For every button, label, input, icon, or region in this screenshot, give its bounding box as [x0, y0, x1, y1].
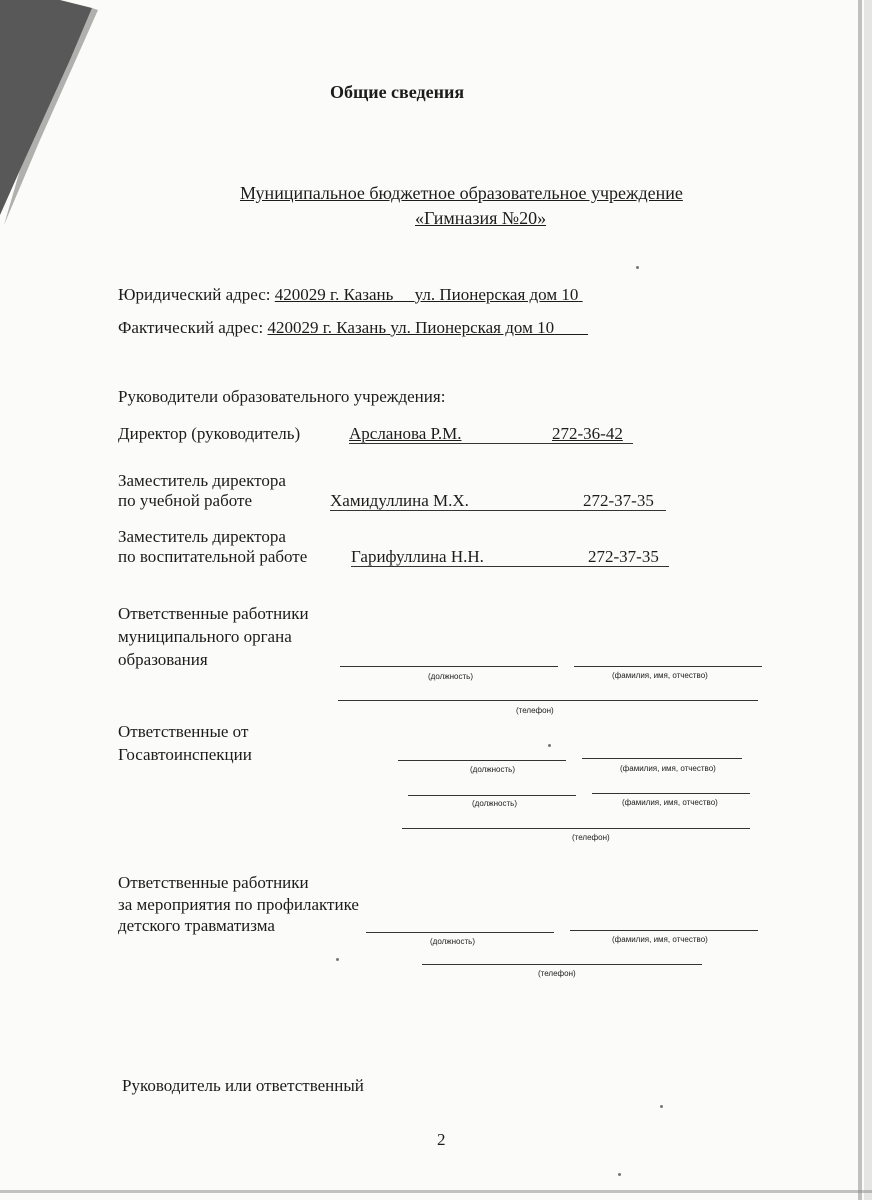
traffic-position-line-1 — [398, 760, 566, 761]
deputy-study-name: Хамидуллина М.Х. — [330, 491, 469, 510]
traffic-label-1: Ответственные от — [118, 722, 249, 741]
speck — [636, 266, 639, 269]
footer-text: Руководитель или ответственный — [122, 1076, 364, 1095]
injury-phone-caption: (телефон) — [538, 969, 576, 978]
deputy-upbringing-name: Гарифуллина Н.Н. — [351, 547, 484, 566]
director-phone: 272-36-42 — [552, 424, 623, 443]
legal-address-city: 420029 г. Казань — [274, 285, 394, 304]
director-label: Директор (руководитель) — [118, 424, 301, 443]
institution-name-line2: «Гимназия №20» — [415, 208, 547, 228]
deputy-study-phone: 272-37-35 — [583, 491, 654, 510]
municipal-label-3: образования — [118, 650, 208, 669]
injury-fio-caption: (фамилия, имя, отчество) — [612, 935, 708, 944]
legal-address — [118, 285, 583, 305]
speck — [336, 958, 339, 961]
actual-address-street: ул. Пионерская дом 10 — [390, 318, 555, 337]
traffic-label-2: Госавтоинспекции — [118, 745, 252, 764]
injury-phone-line — [422, 964, 702, 965]
municipal-label-1: Ответственные работники — [118, 604, 309, 623]
scan-shadow-right — [832, 0, 872, 1200]
legal-address-label: Юридический адрес: — [118, 285, 271, 304]
speck — [548, 744, 551, 747]
deputy-upbringing-phone: 272-37-35 — [588, 547, 659, 566]
injury-position-caption: (должность) — [430, 937, 475, 946]
municipal-fio-line — [574, 666, 762, 667]
deputy-upbringing-label-1: Заместитель директора — [118, 527, 286, 546]
municipal-position-caption: (должность) — [428, 672, 473, 681]
injury-label-1: Ответственные работники — [118, 873, 309, 892]
injury-position-line — [366, 932, 554, 933]
traffic-position-caption-2: (должность) — [472, 799, 517, 808]
director-underline — [349, 443, 633, 444]
scan-shadow-left — [0, 0, 110, 230]
traffic-position-caption-1: (должность) — [470, 765, 515, 774]
page-title: Общие сведения — [330, 82, 465, 102]
page-number: 2 — [437, 1130, 446, 1149]
traffic-phone-line — [402, 828, 750, 829]
traffic-phone-caption: (телефон) — [572, 833, 610, 842]
director-name: Арсланова Р.М. — [349, 424, 462, 443]
deputy-upbringing-label-2: по воспитательной работе — [118, 547, 308, 566]
traffic-fio-line-2 — [592, 793, 750, 794]
deputy-study-label-2: по учебной работе — [118, 491, 252, 510]
injury-label-2: за мероприятия по профилактике — [118, 895, 359, 914]
municipal-label-2: муниципального органа — [118, 627, 292, 646]
traffic-fio-caption-2: (фамилия, имя, отчество) — [622, 798, 718, 807]
deputy-study-label-1: Заместитель директора — [118, 471, 286, 490]
actual-address-label: Фактический адрес: — [118, 318, 264, 337]
traffic-position-line-2 — [408, 795, 576, 796]
injury-label-3: детского травматизма — [118, 916, 275, 935]
leaders-title: Руководители образовательного учреждения: — [118, 387, 446, 406]
traffic-fio-caption-1: (фамилия, имя, отчество) — [620, 764, 716, 773]
municipal-phone-caption: (телефон) — [516, 706, 554, 715]
traffic-fio-line-1 — [582, 758, 742, 759]
scan-shadow-bottom — [0, 1186, 872, 1200]
actual-address — [118, 318, 588, 338]
speck — [660, 1105, 663, 1108]
legal-address-street: ул. Пионерская дом 10 — [414, 285, 579, 304]
institution-name-line1: Муниципальное бюджетное образовательное учреждение — [240, 183, 683, 203]
municipal-phone-line — [338, 700, 758, 701]
deputy-upbringing-underline — [351, 566, 669, 567]
actual-address-city: 420029 г. Казань — [267, 318, 387, 337]
municipal-position-line — [340, 666, 558, 667]
injury-fio-line — [570, 930, 758, 931]
municipal-fio-caption: (фамилия, имя, отчество) — [612, 671, 708, 680]
deputy-study-underline — [330, 510, 666, 511]
speck — [618, 1173, 621, 1176]
